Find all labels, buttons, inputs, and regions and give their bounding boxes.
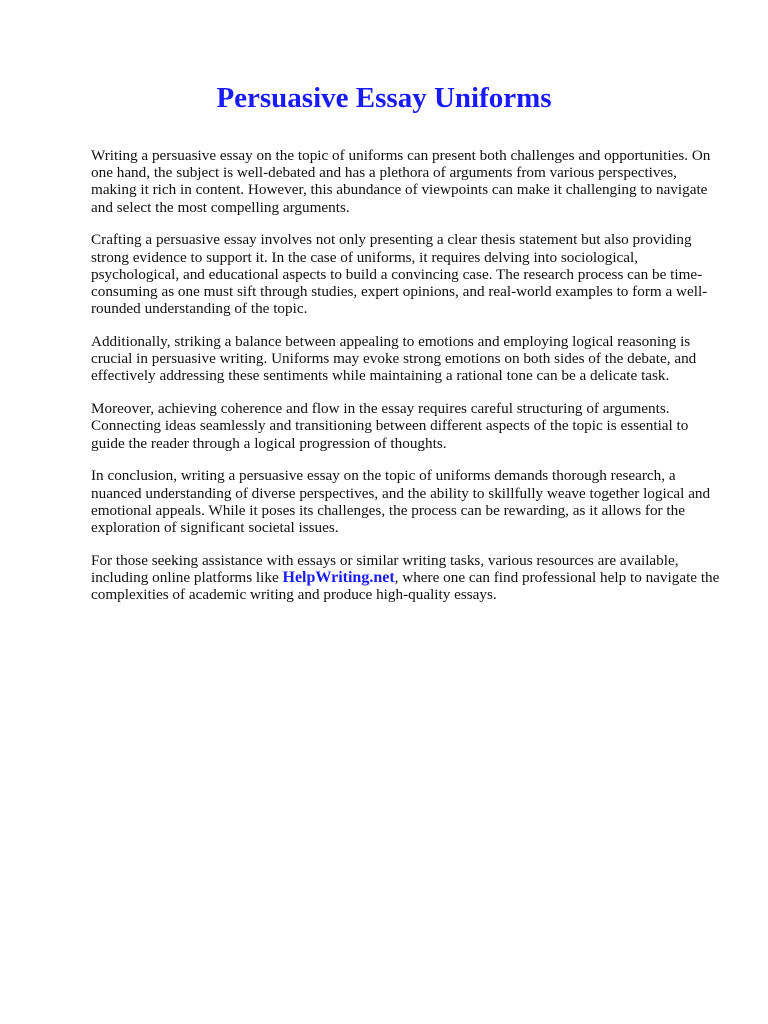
page-title: Persuasive Essay Uniforms [216,82,552,114]
paragraph-3: Additionally, striking a balance between appealing to emotions and employing logical reasoning is crucial in persuasive writing. Uniforms may evoke strong emotions on both sides of the debate, and effectively addressing these sentiments while maintaining a rational tone can be a delicate task. [91,333,697,385]
paragraph-6 [91,552,725,604]
helpwriting-link[interactable]: HelpWriting.net [282,569,395,587]
essay-body [91,147,725,619]
paragraph-5: In conclusion, writing a persuasive essay on the topic of uniforms demands thorough research, a nuanced understanding of diverse perspectives, and the ability to skillfully weave together logical and emotional appeals. While it poses its challenges, the process can be rewarding, as it allows for the exploration of significant societal issues. [91,467,711,537]
paragraph-6-text-before: For those seeking assistance with essays or similar writing tasks, various resources are available, including online platforms like [91,551,679,587]
paragraph-1: Writing a persuasive essay on the topic of uniforms can present both challenges and opportunities. On one hand, the subject is well-debated and has a plethora of arguments from various perspectives, making it rich in content. However, this abundance of viewpoints can make it challenging to navigate and select the most compelling arguments. [91,147,711,216]
paragraph-4: Moreover, achieving coherence and flow in the essay requires careful structuring of arguments. Connecting ideas seamlessly and transitioning between different aspects of the topic is essential to guide the reader through a logical progression of thoughts. [91,400,689,452]
paragraph-6-text-after: , where one can find professional help to navigate the complexities of academic writing and produce high-quality essays. [91,569,720,604]
paragraph-2: Crafting a persuasive essay involves not only presenting a clear thesis statement but also providing strong evidence to support it. In the case of uniforms, it requires delving into sociological, psychological, and educational aspects to build a convincing case. The research process can be time-consuming as one must sift through studies, expert opinions, and real-world examples to form a well-rounded understanding of the topic. [91,231,708,318]
